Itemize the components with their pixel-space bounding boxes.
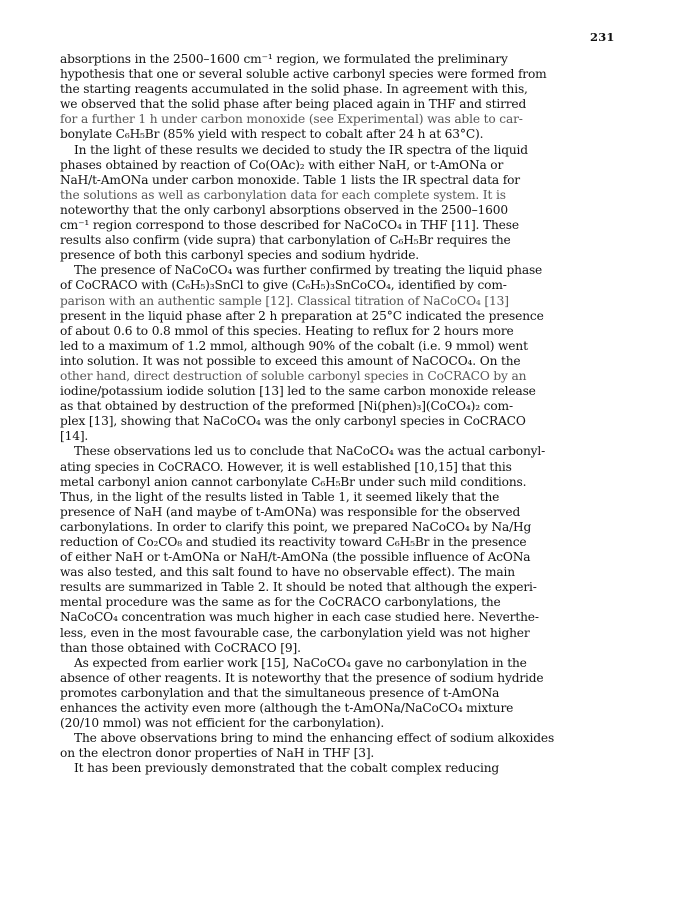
text-line: plex [13], showing that NaCoCO₄ was the only carbonyl species in CoCRACO (60, 414, 526, 429)
text-line: we observed that the solid phase after being placed again in THF and stirred (60, 97, 527, 112)
text-line: of about 0.6 to 0.8 mmol of this species. Heating to reflux for 2 hours more (60, 323, 514, 338)
text-line: the solutions as well as carbonylation data for each complete system. It is (60, 187, 506, 202)
text-line: of either NaH or t-AmONa or NaH/t-AmONa (the possible influence of AcONa (60, 550, 531, 565)
text-line: NaCoCO₄ concentration was much higher in each case studied here. Neverthe- (60, 610, 539, 625)
body-text (60, 52, 620, 777)
text-line: parison with an authentic sample [12]. Classical titration of NaCoCO₄ [13] (60, 293, 509, 308)
text-line: The presence of NaCoCO₄ was further confirmed by treating the liquid phase (74, 263, 543, 278)
text-line: Thus, in the light of the results listed in Table 1, it seemed likely that the (60, 489, 500, 504)
text-line: on the electron donor properties of NaH in THF [3]. (60, 746, 375, 761)
text-line: was also tested, and this salt found to have no observable effect). The main (60, 565, 515, 580)
text-line: absorptions in the 2500–1600 cm⁻¹ region, we formulated the preliminary (60, 52, 508, 66)
text-line: cm⁻¹ region correspond to those described for NaCoCO₄ in THF [11]. These (60, 218, 519, 233)
text-line: [14]. (60, 429, 89, 444)
text-line: as that obtained by destruction of the preformed [Ni(phen)₃](CoCO₄)₂ com- (60, 399, 513, 414)
text-line: presence of NaH (and maybe of t-AmONa) was responsible for the observed (60, 504, 521, 519)
text-line: NaH/t-AmONa under carbon monoxide. Table 1 lists the IR spectral data for (60, 172, 520, 187)
text-line: promotes carbonylation and that the simultaneous presence of t-AmONa (60, 685, 500, 700)
text-line: metal carbonyl anion cannot carbonylate C₆H₅Br under such mild conditions. (60, 474, 527, 489)
text-line: phases obtained by reaction of Co(OAc)₂ with either NaH, or t-AmONa or (60, 157, 504, 172)
text-line: presence of both this carbonyl species and sodium hydride. (60, 248, 420, 263)
text-line: iodine/potassium iodide solution [13] led to the same carbon monoxide release (60, 384, 536, 399)
text-line: present in the liquid phase after 2 h preparation at 25°C indicated the presence (60, 308, 544, 323)
text-line: These observations led us to conclude that NaCoCO₄ was the actual carbonyl- (74, 444, 546, 459)
text-line: bonylate C₆H₅Br (85% yield with respect to cobalt after 24 h at 63°C). (60, 127, 484, 142)
text-line: of CoCRACO with (C₆H₅)₃SnCl to give (C₆H₅)₃SnCoCO₄, identified by com- (60, 278, 507, 293)
text-line: for a further 1 h under carbon monoxide (see Experimental) was able to car- (60, 112, 523, 127)
page-number: 231 (590, 30, 615, 44)
text-line: results are summarized in Table 2. It should be noted that although the experi- (60, 580, 537, 595)
text-line: hypothesis that one or several soluble active carbonyl species were formed from (60, 67, 547, 82)
text-line: ating species in CoCRACO. However, it is well established [10,15] that this (60, 459, 512, 474)
text-line: carbonylations. In order to clarify this point, we prepared NaCoCO₄ by Na/Hg (60, 519, 532, 534)
text-line: In the light of these results we decided to study the IR spectra of the liquid (74, 142, 528, 157)
text-line: results also confirm (vide supra) that carbonylation of C₆H₅Br requires the (60, 233, 511, 248)
text-line: noteworthy that the only carbonyl absorptions observed in the 2500–1600 (60, 202, 508, 217)
text-line: The above observations bring to mind the enhancing effect of sodium alkoxides (74, 731, 555, 746)
text-line: than those obtained with CoCRACO [9]. (60, 640, 301, 655)
text-line: As expected from earlier work [15], NaCoCO₄ gave no carbonylation in the (74, 655, 527, 670)
text-line: into solution. It was not possible to exceed this amount of NaCOCO₄. On the (60, 353, 521, 368)
text-line: enhances the activity even more (although the t-AmONa/NaCoCO₄ mixture (60, 701, 514, 716)
text-line: the starting reagents accumulated in the solid phase. In agreement with this, (60, 82, 528, 97)
text-line: less, even in the most favourable case, the carbonylation yield was not higher (60, 625, 530, 640)
text-line: other hand, direct destruction of soluble carbonyl species in CoCRACO by an (60, 368, 527, 383)
text-line: It has been previously demonstrated that the cobalt complex reducing (74, 761, 500, 776)
text-line: mental procedure was the same as for the CoCRACO carbonylations, the (60, 595, 501, 610)
text-line: absence of other reagents. It is noteworthy that the presence of sodium hydride (60, 670, 544, 685)
text-line: (20/10 mmol) was not efficient for the carbonylation). (60, 716, 385, 731)
text-line: reduction of Co₂CO₈ and studied its reactivity toward C₆H₅Br in the presence (60, 535, 527, 549)
text-line: led to a maximum of 1.2 mmol, although 90% of the cobalt (i.e. 9 mmol) went (60, 338, 528, 353)
